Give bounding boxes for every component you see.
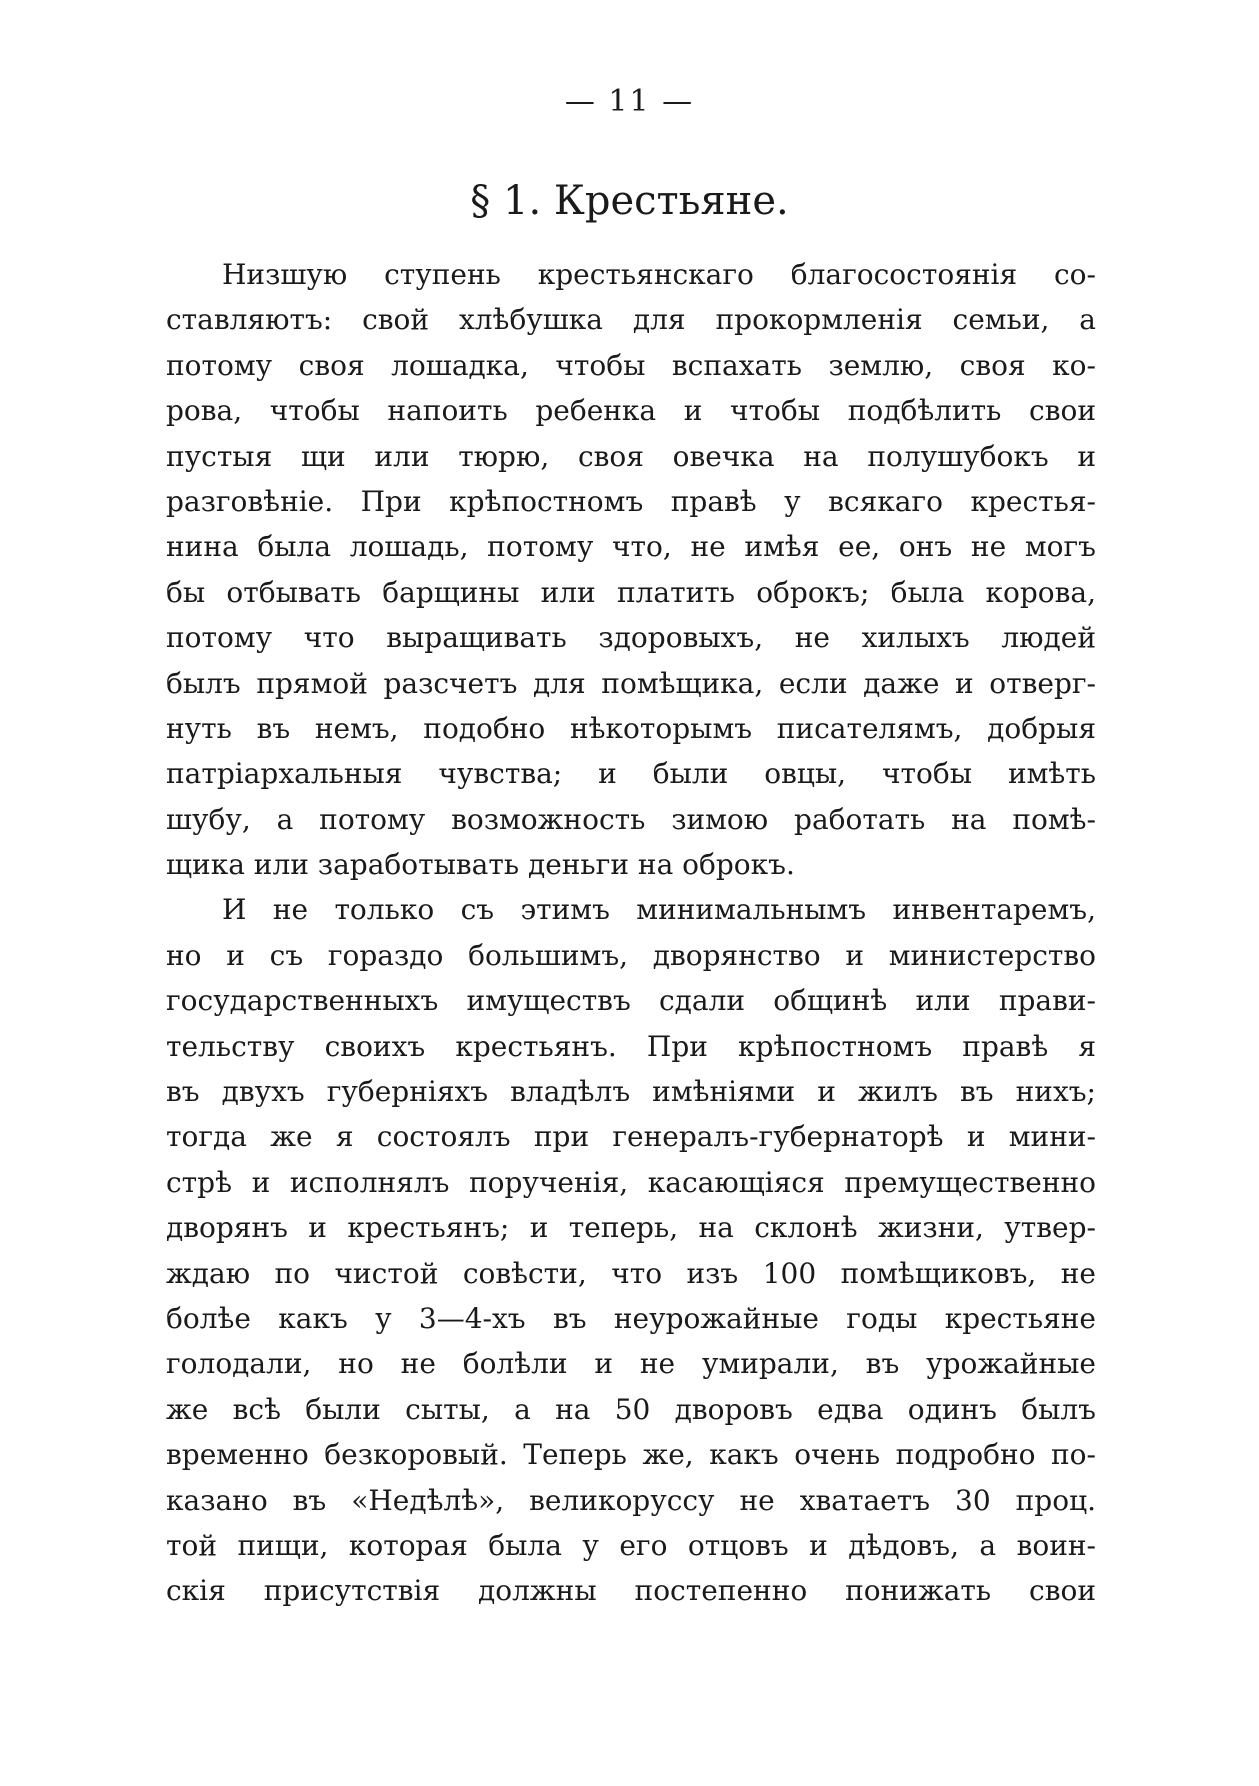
text-line: шубу, а потому возможность зимою работать на помѣ- bbox=[166, 802, 1096, 836]
text-line: рова, чтобы напоить ребенка и чтобы подбѣлить свои bbox=[166, 394, 1096, 428]
paragraph-2 bbox=[166, 887, 1096, 1613]
text-line: но и съ гораздо большимъ, дворянство и министерство bbox=[166, 938, 1096, 972]
text-line: Низшую ступень крестьянскаго благосостоянія со- bbox=[222, 258, 1096, 291]
text-line: временно безкоровый. Теперь же, какъ очень подробно по- bbox=[166, 1438, 1096, 1472]
text-line: ставляютъ: свой хлѣбушка для прокормленія семьи, а bbox=[166, 303, 1096, 337]
text-line: нина была лошадь, потому что, не имѣя ее, онъ не могъ bbox=[166, 530, 1096, 564]
text-line: патріархальныя чувства; и были овцы, чтобы имѣть bbox=[166, 757, 1096, 791]
section-title: § 1. Крестьяне. bbox=[470, 178, 789, 224]
text-line: голодали, но не болѣли и не умирали, въ урожайные bbox=[166, 1347, 1096, 1381]
text-line: бы отбывать барщины или платить оброкъ; была корова, bbox=[166, 575, 1096, 609]
text-line: потому своя лошадка, чтобы вспахать землю, своя ко- bbox=[166, 348, 1096, 382]
text-line: болѣе какъ у 3—4-хъ въ неурожайные годы крестьяне bbox=[166, 1301, 1096, 1335]
text-line: казано въ «Недѣлѣ», великоруссу не хватаетъ 30 проц. bbox=[166, 1483, 1096, 1517]
text-line: И не только съ этимъ минимальнымъ инвентаремъ, bbox=[222, 893, 1096, 927]
text-line: ждаю по чистой совѣсти, что изъ 100 помѣщиковъ, не bbox=[166, 1256, 1096, 1290]
text-line: дворянъ и крестьянъ; и теперь, на склонѣ жизни, утвер- bbox=[166, 1211, 1096, 1245]
text-line: государственныхъ имуществъ сдали общинѣ или прави- bbox=[166, 984, 1096, 1018]
text-line: разговѣніе. При крѣпостномъ правѣ у всякаго крестья- bbox=[166, 484, 1096, 518]
text-line: щика или заработывать деньги на оброкъ. bbox=[166, 848, 795, 882]
text-line: тогда же я состоялъ при генералъ-губернаторѣ и мини- bbox=[166, 1120, 1096, 1154]
text-line: нуть въ немъ, подобно нѣкоторымъ писателямъ, добрыя bbox=[166, 711, 1096, 745]
text-line: тельству своихъ крестьянъ. При крѣпостномъ правѣ я bbox=[166, 1029, 1096, 1063]
text-line: потому что выращивать здоровыхъ, не хилыхъ людей bbox=[166, 621, 1096, 655]
text-line: въ двухъ губерніяхъ владѣлъ имѣніями и жилъ въ нихъ; bbox=[166, 1075, 1096, 1109]
text-line: скія присутствія должны постепенно понижать свои bbox=[166, 1574, 1096, 1608]
body-text bbox=[166, 252, 1096, 1614]
text-line: былъ прямой разсчетъ для помѣщика, если даже и отверг- bbox=[166, 666, 1096, 700]
text-line: стрѣ и исполнялъ порученія, касающіяся премущественно bbox=[166, 1165, 1096, 1199]
paragraph-1 bbox=[166, 252, 1096, 887]
text-line: пустыя щи или тюрю, своя овечка на полушубокъ и bbox=[166, 439, 1096, 473]
text-line: той пищи, которая была у его отцовъ и дѣдовъ, а воин- bbox=[166, 1528, 1096, 1562]
page-number: — 11 — bbox=[564, 84, 695, 119]
text-line: же всѣ были сыты, а на 50 дворовъ едва одинъ былъ bbox=[166, 1392, 1096, 1426]
